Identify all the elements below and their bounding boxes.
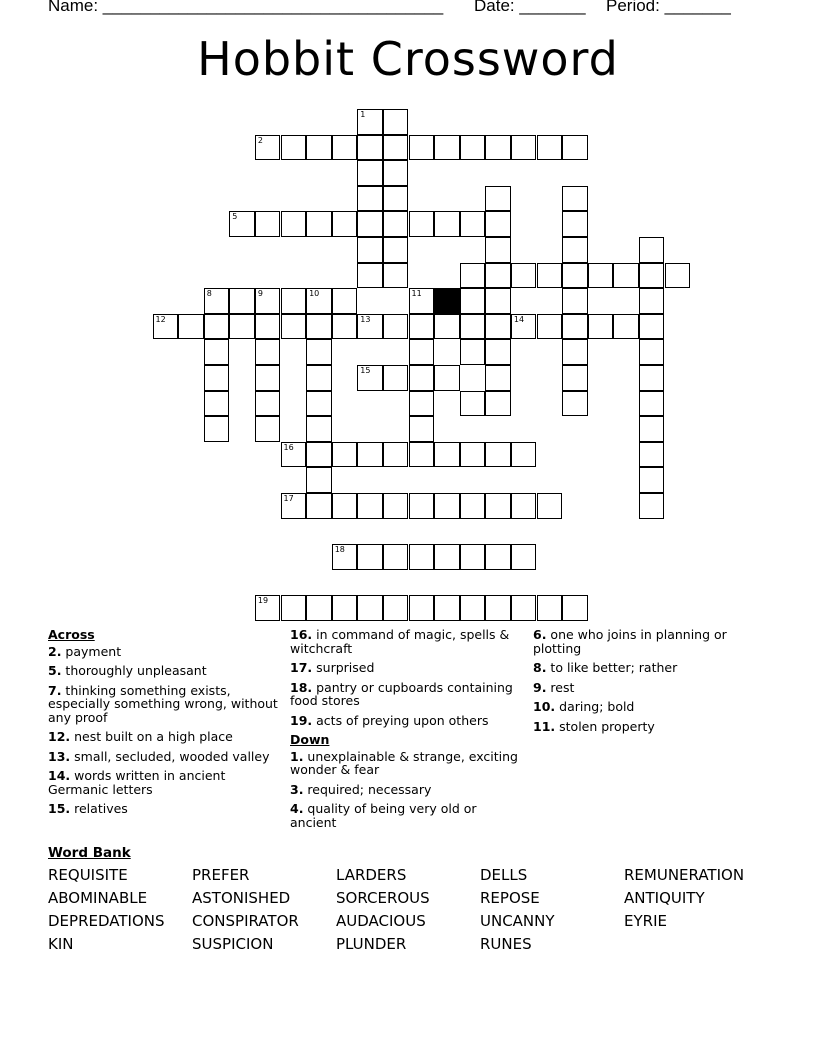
grid-cell[interactable] — [639, 339, 665, 365]
grid-cell[interactable] — [485, 493, 511, 519]
grid-cell[interactable] — [306, 211, 332, 237]
grid-cell[interactable] — [460, 135, 486, 161]
clue-number-label: 13. — [48, 748, 71, 764]
grid-cell[interactable] — [537, 263, 563, 289]
grid-cell[interactable] — [357, 314, 383, 340]
grid-cell[interactable] — [306, 339, 332, 365]
grid-cell[interactable] — [383, 442, 409, 468]
grid-cell[interactable] — [562, 595, 588, 621]
clue-item — [533, 681, 773, 695]
clue-item — [533, 720, 773, 734]
grid-cell[interactable] — [409, 595, 435, 621]
word-bank-word: SUSPICION — [192, 935, 274, 953]
word-bank-word: EYRIE — [624, 912, 667, 930]
word-bank-word: REPOSE — [480, 889, 540, 907]
grid-cell[interactable] — [562, 391, 588, 417]
grid-cell[interactable] — [332, 442, 358, 468]
clues-column-1 — [48, 628, 284, 822]
grid-cell[interactable] — [460, 288, 486, 314]
grid-cell[interactable] — [409, 493, 435, 519]
grid-cell[interactable] — [434, 442, 460, 468]
grid-cell[interactable] — [409, 391, 435, 417]
clue-number-label: 14. — [48, 768, 71, 783]
clue-number-label: 4. — [290, 801, 304, 816]
grid-cell[interactable] — [383, 314, 409, 340]
period-field[interactable]: Period: _______ — [606, 0, 731, 15]
grid-cell[interactable] — [357, 237, 383, 263]
grid-cell[interactable] — [383, 160, 409, 186]
down-clue-list — [290, 750, 522, 830]
grid-cell[interactable] — [281, 595, 307, 621]
clue-text: thinking something exists, especially something wrong, without any proof — [48, 682, 278, 725]
grid-cell[interactable] — [511, 135, 537, 161]
grid-cell[interactable] — [229, 288, 255, 314]
clue-number: 8 — [206, 289, 212, 299]
grid-cell[interactable] — [153, 314, 179, 340]
grid-cell[interactable] — [357, 544, 383, 570]
clue-number-label: 3. — [290, 781, 304, 797]
grid-cell[interactable] — [485, 595, 511, 621]
clue-number: 5 — [232, 212, 238, 222]
grid-cell[interactable] — [383, 365, 409, 391]
clue-item — [48, 730, 284, 744]
grid-cell[interactable] — [511, 595, 537, 621]
clue-number: 16 — [283, 442, 294, 452]
grid-cell[interactable] — [383, 135, 409, 161]
grid-cell[interactable] — [255, 339, 281, 365]
clue-number: 14 — [513, 314, 525, 324]
grid-cell[interactable] — [511, 442, 537, 468]
grid-cell[interactable] — [306, 365, 332, 391]
clue-number-label: 1. — [290, 748, 304, 764]
clue-item — [48, 664, 284, 678]
clue-number-label: 18. — [290, 679, 313, 695]
clue-number-label: 7. — [48, 682, 62, 698]
grid-cell[interactable] — [281, 314, 307, 340]
grid-cell[interactable] — [562, 211, 588, 237]
grid-cell[interactable] — [434, 493, 460, 519]
grid-cell[interactable] — [434, 314, 460, 340]
grid-cell[interactable] — [562, 314, 588, 340]
word-bank-word: REMUNERATION — [624, 866, 745, 884]
across-clue-list-continued — [290, 628, 522, 727]
grid-cell[interactable] — [178, 314, 204, 340]
grid-cell[interactable] — [485, 186, 511, 212]
grid-cell[interactable] — [306, 314, 332, 340]
grid-cell[interactable] — [281, 211, 307, 237]
grid-cell[interactable] — [613, 314, 639, 340]
grid-cell[interactable] — [281, 442, 307, 468]
grid-cell[interactable] — [332, 544, 358, 570]
grid-cell[interactable] — [460, 263, 486, 289]
grid-cell[interactable] — [357, 442, 383, 468]
word-bank-word: RUNES — [480, 935, 532, 953]
grid-cell[interactable] — [511, 314, 537, 340]
clue-number-label: 16. — [290, 627, 313, 642]
grid-cell[interactable] — [409, 135, 435, 161]
grid-cell[interactable] — [306, 391, 332, 417]
grid-cell[interactable] — [409, 416, 435, 442]
grid-cell[interactable] — [383, 595, 409, 621]
clue-item — [290, 783, 522, 797]
grid-cell[interactable] — [485, 339, 511, 365]
clue-number: 18 — [334, 545, 345, 555]
word-bank-word: ANTIQUITY — [624, 889, 705, 907]
clue-number: 10 — [309, 289, 320, 299]
grid-cell[interactable] — [306, 288, 332, 314]
clue-item — [48, 684, 284, 725]
grid-cell[interactable] — [460, 595, 486, 621]
clue-number: 15 — [360, 366, 371, 375]
grid-cell[interactable] — [639, 314, 665, 340]
word-bank-heading: Word Bank — [48, 845, 131, 861]
clue-number-label: 6. — [533, 627, 547, 642]
grid-cell[interactable] — [434, 595, 460, 621]
grid-cell[interactable] — [357, 365, 383, 391]
word-bank-word: PLUNDER — [336, 935, 407, 953]
clue-item — [533, 700, 773, 714]
clue-text: acts of preying upon others — [312, 712, 489, 728]
grid-cell[interactable] — [306, 467, 332, 493]
grid-cell[interactable] — [460, 211, 486, 237]
clue-text: in command of magic, spells & witchcraft — [290, 627, 510, 656]
word-bank-word: UNCANNY — [480, 912, 555, 930]
clue-item — [533, 661, 773, 675]
grid-cell[interactable] — [229, 314, 255, 340]
grid-cell[interactable] — [357, 595, 383, 621]
grid-cell[interactable] — [306, 416, 332, 442]
clue-text: required; necessary — [303, 781, 432, 797]
grid-cell[interactable] — [306, 442, 332, 468]
grid-cell[interactable] — [613, 263, 639, 289]
clue-item — [290, 681, 522, 708]
grid-cell[interactable] — [665, 263, 691, 289]
grid-cell[interactable] — [639, 493, 665, 519]
grid-cell[interactable] — [511, 263, 537, 289]
grid-cell[interactable] — [357, 109, 383, 135]
down-clue-list-continued — [533, 628, 773, 733]
word-bank-word: PREFER — [192, 866, 250, 884]
grid-cell[interactable] — [434, 365, 460, 391]
word-bank-word: LARDERS — [336, 866, 407, 884]
grid-cell[interactable] — [639, 237, 665, 263]
clue-number-label: 17. — [290, 660, 313, 675]
grid-cell[interactable] — [255, 211, 281, 237]
clue-text: quality of being very old or ancient — [290, 801, 477, 830]
grid-cell[interactable] — [562, 135, 588, 161]
grid-cell[interactable] — [485, 237, 511, 263]
grid-cell[interactable] — [383, 544, 409, 570]
grid-cell[interactable] — [537, 493, 563, 519]
grid-cell[interactable] — [485, 365, 511, 391]
grid-cell[interactable] — [332, 288, 358, 314]
grid-cell[interactable] — [409, 314, 435, 340]
clue-number: 19 — [257, 596, 269, 606]
grid-cell[interactable] — [562, 365, 588, 391]
grid-cell[interactable] — [562, 263, 588, 289]
grid-cell[interactable] — [639, 365, 665, 391]
grid-cell[interactable] — [255, 314, 281, 340]
clue-text: relatives — [70, 801, 128, 816]
clue-number-label: 15. — [48, 801, 71, 816]
grid-cell[interactable] — [562, 339, 588, 365]
grid-cell[interactable] — [409, 339, 435, 365]
grid-cell[interactable] — [511, 493, 537, 519]
grid-cell[interactable] — [485, 442, 511, 468]
clue-number: 2 — [257, 135, 263, 145]
clue-text: thoroughly unpleasant — [61, 663, 207, 678]
grid-cell[interactable] — [255, 416, 281, 442]
grid-cell[interactable] — [229, 211, 255, 237]
clue-item — [48, 645, 284, 659]
grid-cell[interactable] — [332, 595, 358, 621]
grid-cell[interactable] — [204, 416, 230, 442]
clue-item — [290, 750, 522, 777]
grid-cell[interactable] — [485, 544, 511, 570]
clue-text: one who joins in planning or plotting — [533, 627, 727, 656]
clue-number-label: 12. — [48, 729, 71, 744]
clue-item — [48, 802, 284, 816]
word-bank-word: CONSPIRATOR — [192, 912, 299, 930]
grid-cell[interactable] — [485, 391, 511, 417]
grid-cell[interactable] — [537, 314, 563, 340]
clue-item — [533, 628, 773, 655]
word-bank-word: ASTONISHED — [192, 889, 291, 907]
grid-cell[interactable] — [460, 442, 486, 468]
grid-cell[interactable] — [332, 211, 358, 237]
grid-cell[interactable] — [562, 288, 588, 314]
grid-cell[interactable] — [562, 237, 588, 263]
clue-number: 9 — [257, 289, 263, 299]
page-title: Hobbit Crossword — [197, 32, 619, 86]
word-bank-word: REQUISITE — [48, 866, 128, 884]
word-bank-word: DEPREDATIONS — [48, 912, 165, 930]
grid-cell[interactable] — [332, 493, 358, 519]
clue-number-label: 19. — [290, 712, 313, 728]
clue-text: small, secluded, wooded valley — [70, 748, 270, 764]
grid-cell[interactable] — [383, 186, 409, 212]
grid-cell[interactable] — [409, 211, 435, 237]
grid-cell[interactable] — [357, 211, 383, 237]
grid-cell[interactable] — [204, 339, 230, 365]
grid-cell[interactable] — [357, 186, 383, 212]
word-bank-word: DELLS — [480, 866, 528, 884]
clue-number-label: 2. — [48, 643, 62, 659]
grid-cell[interactable] — [639, 416, 665, 442]
grid-cell[interactable] — [639, 467, 665, 493]
clue-text: unexplainable & strange, exciting wonder & fear — [290, 748, 518, 777]
grid-cell[interactable] — [281, 288, 307, 314]
grid-cell[interactable] — [306, 493, 332, 519]
grid-cell[interactable] — [460, 493, 486, 519]
grid-cell[interactable] — [357, 493, 383, 519]
clue-text: words written in ancient Germanic letters — [48, 768, 226, 797]
grid-cell[interactable] — [537, 135, 563, 161]
grid-cell[interactable] — [434, 544, 460, 570]
clue-item — [290, 628, 522, 655]
clue-number-label: 5. — [48, 663, 62, 678]
clue-text: pantry or cupboards containing food stores — [290, 679, 513, 708]
clue-item — [290, 661, 522, 675]
grid-cell[interactable] — [409, 365, 435, 391]
grid-cell[interactable] — [383, 211, 409, 237]
clue-text: to like better; rather — [546, 660, 678, 675]
grid-cell[interactable] — [537, 595, 563, 621]
clues-column-3 — [533, 628, 773, 739]
grid-cell[interactable] — [485, 288, 511, 314]
clues-column-2 — [290, 628, 522, 835]
grid-cell[interactable] — [383, 109, 409, 135]
across-clue-list — [48, 645, 284, 816]
grid-cell[interactable] — [255, 135, 281, 161]
clue-text: payment — [61, 643, 122, 659]
date-field[interactable]: Date: _______ — [474, 0, 586, 15]
grid-cell[interactable] — [434, 135, 460, 161]
clue-item — [290, 714, 522, 728]
grid-cell[interactable] — [357, 263, 383, 289]
clue-item — [290, 802, 522, 829]
grid-cell[interactable] — [357, 135, 383, 161]
grid-cell[interactable] — [485, 211, 511, 237]
grid-cell[interactable] — [511, 544, 537, 570]
grid-cell[interactable] — [332, 314, 358, 340]
grid-cell[interactable] — [306, 595, 332, 621]
down-heading: Down — [290, 732, 330, 747]
grid-cell[interactable] — [460, 339, 486, 365]
name-field[interactable]: Name: ____________________________________ — [48, 0, 444, 15]
grid-cell[interactable] — [332, 135, 358, 161]
clue-number-label: 8. — [533, 660, 547, 675]
clue-text: stolen property — [555, 718, 655, 734]
grid-cell[interactable] — [357, 160, 383, 186]
grid-cell[interactable] — [409, 288, 435, 314]
word-bank-word: AUDACIOUS — [336, 912, 426, 930]
clue-text: daring; bold — [555, 699, 635, 714]
grid-cell[interactable] — [485, 263, 511, 289]
grid-cell[interactable] — [281, 493, 307, 519]
grid-cell[interactable] — [639, 263, 665, 289]
clue-number: 13 — [360, 314, 371, 324]
grid-cell[interactable] — [255, 391, 281, 417]
grid-cell[interactable] — [588, 263, 614, 289]
grid-cell[interactable] — [460, 314, 486, 340]
blocked-cell — [434, 288, 460, 314]
grid-cell[interactable] — [639, 288, 665, 314]
grid-cell[interactable] — [255, 365, 281, 391]
clue-item — [48, 750, 284, 764]
clue-number-label: 10. — [533, 699, 556, 714]
grid-cell[interactable] — [460, 391, 486, 417]
grid-cell[interactable] — [409, 442, 435, 468]
grid-cell[interactable] — [562, 186, 588, 212]
grid-cell[interactable] — [639, 391, 665, 417]
grid-cell[interactable] — [255, 288, 281, 314]
clue-text: nest built on a high place — [70, 729, 233, 744]
grid-cell[interactable] — [383, 493, 409, 519]
grid-cell[interactable] — [306, 135, 332, 161]
word-bank-word: ABOMINABLE — [48, 889, 148, 907]
word-bank-word: KIN — [48, 935, 74, 953]
grid-cell[interactable] — [485, 314, 511, 340]
grid-cell[interactable] — [204, 288, 230, 314]
word-bank-word: SORCEROUS — [336, 889, 430, 907]
grid-cell[interactable] — [204, 391, 230, 417]
clue-number: 1 — [360, 110, 366, 119]
grid-cell[interactable] — [485, 135, 511, 161]
grid-cell[interactable] — [204, 314, 230, 340]
clue-number: 17 — [283, 494, 294, 503]
grid-cell[interactable] — [383, 263, 409, 289]
clue-item — [48, 769, 284, 796]
grid-cell[interactable] — [383, 237, 409, 263]
clue-text: rest — [546, 679, 575, 695]
grid-cell[interactable] — [281, 135, 307, 161]
grid-cell[interactable] — [588, 314, 614, 340]
clue-number: 11 — [411, 289, 422, 299]
clue-text: surprised — [312, 660, 375, 675]
grid-cell[interactable] — [204, 365, 230, 391]
grid-cell[interactable] — [409, 544, 435, 570]
across-heading: Across — [48, 627, 95, 642]
clue-number-label: 11. — [533, 718, 556, 734]
grid-cell[interactable] — [460, 544, 486, 570]
grid-cell[interactable] — [639, 442, 665, 468]
clue-number-label: 9. — [533, 679, 547, 695]
grid-cell[interactable] — [434, 211, 460, 237]
clue-number: 12 — [155, 314, 166, 324]
grid-cell[interactable] — [255, 595, 281, 621]
